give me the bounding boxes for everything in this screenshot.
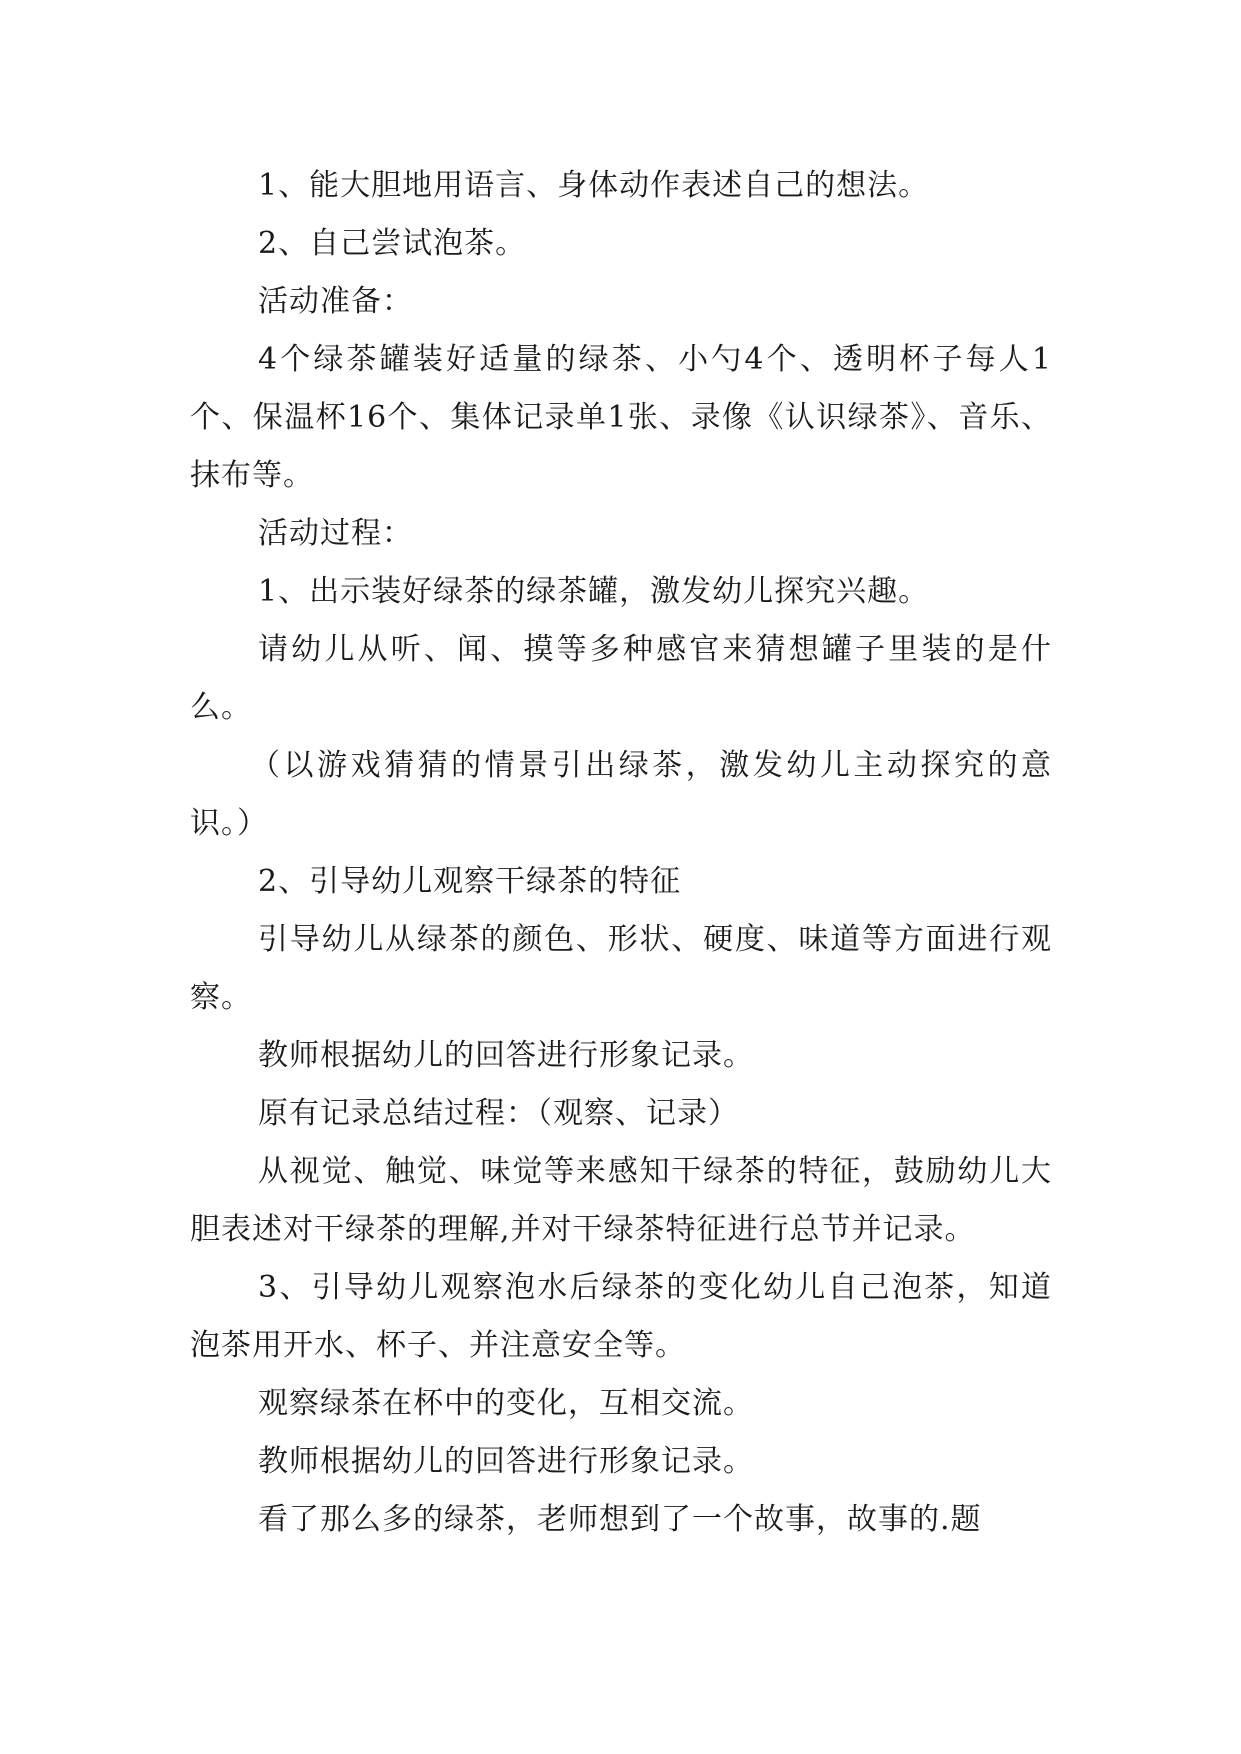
- section-heading: 活动准备：: [258, 284, 413, 319]
- paragraph: 2、引导幼儿观察干绿茶的特征: [258, 864, 682, 899]
- paragraph: 原有记录总结过程：（观察、记录）: [258, 1096, 739, 1131]
- paragraph: 从视觉、触觉、味觉等来感知干绿茶的特征，鼓励幼儿大胆表述对干绿茶的理解,并对干绿茶特征进行总节并记录。: [190, 1154, 1052, 1247]
- paragraph: （以游戏猜猜的情景引出绿茶，激发幼儿主动探究的意识。）: [190, 748, 1052, 841]
- paragraph: 引导幼儿从绿茶的颜色、形状、硬度、味道等方面进行观察。: [190, 922, 1052, 1015]
- paragraph: 4个绿茶罐装好适量的绿茶、小勺4个、透明杯子每人1个、保温杯16个、集体记录单1张、录像《认识绿茶》、音乐、抹布等。: [190, 342, 1052, 493]
- paragraph: 观察绿茶在杯中的变化，互相交流。: [258, 1386, 754, 1421]
- paragraph: 教师根据幼儿的回答进行形象记录。: [258, 1444, 754, 1479]
- paragraph: 1、出示装好绿茶的绿茶罐，激发幼儿探究兴趣。: [258, 574, 930, 609]
- paragraph: 1、能大胆地用语言、身体动作表述自己的想法。: [258, 168, 930, 203]
- paragraph: 看了那么多的绿茶，老师想到了一个故事，故事的.题: [258, 1502, 982, 1537]
- section-heading: 活动过程：: [258, 516, 413, 551]
- paragraph: 请幼儿从听、闻、摸等多种感官来猜想罐子里装的是什么。: [190, 632, 1052, 725]
- paragraph: 2、自己尝试泡茶。: [258, 226, 527, 261]
- paragraph: 教师根据幼儿的回答进行形象记录。: [258, 1038, 754, 1073]
- document-body: [190, 157, 1052, 1549]
- paragraph: 3、引导幼儿观察泡水后绿茶的变化幼儿自己泡茶，知道泡茶用开水、杯子、并注意安全等。: [190, 1270, 1052, 1363]
